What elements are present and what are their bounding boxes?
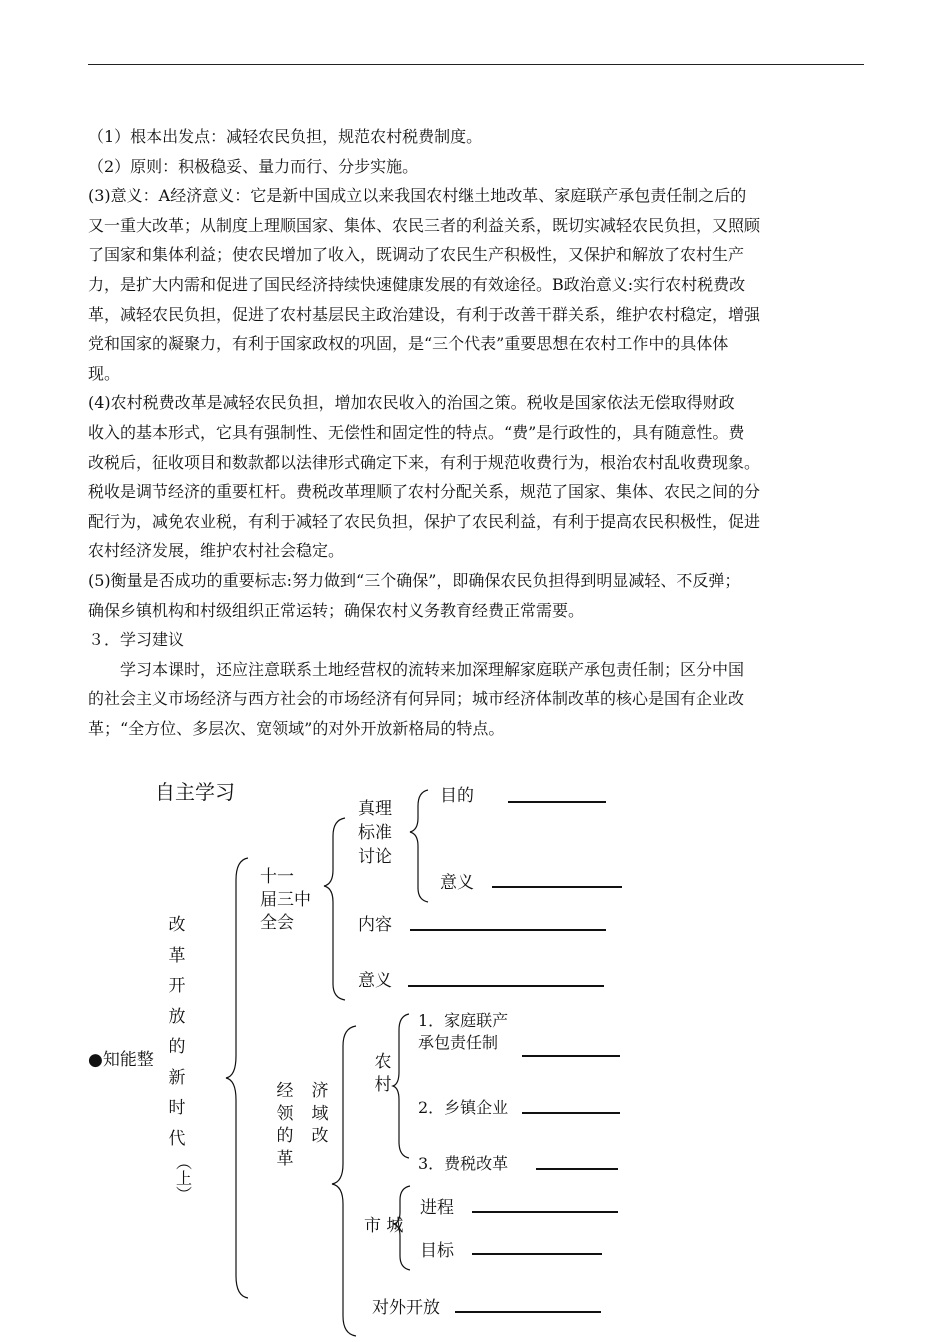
target-label: 目标 [420, 1241, 454, 1261]
meaning-label: 意义 [358, 971, 392, 991]
opening-label: 对外开放 [372, 1298, 440, 1318]
left-label: ●知能整 [88, 1050, 154, 1070]
text-line: 学习本课时，还应注意联系土地经营权的流转来加深理解家庭联产承包责任制；区分中国 [88, 659, 745, 679]
outer-brace [226, 858, 248, 1298]
text-line: 力，是扩大内需和促进了国民经济持续快速健康发展的有效途径。B政治意义:实行农村税费改 [88, 274, 746, 294]
truth-label: 真理 标准 讨论 [358, 799, 392, 867]
text-line: (5)衡量是否成功的重要标志:努力做到“三个确保”，即确保农民负担得到明显减轻、不反弹； [88, 570, 741, 590]
text-line: 革；“全方位、多层次、宽领域”的对外开放新格局的特点。 [88, 718, 505, 738]
text-line: 确保乡镇机构和村级组织正常运转；确保农村义务教育经费正常需要。 [88, 600, 585, 620]
text-line: 收入的基本形式，它具有强制性、无偿性和固定性的特点。“费”是行政性的，具有随意性。费 [88, 422, 745, 442]
econ-label-col2: 济 域 改 [311, 1081, 329, 1146]
text-line: 党和国家的凝聚力，有利于国家政权的巩固，是“三个代表”重要思想在农村工作中的具体体 [88, 334, 729, 354]
text-line: 的社会主义市场经济与西方社会的市场经济有何异同；城市经济体制改革的核心是国有企业改 [88, 689, 745, 709]
text-line: 农村经济发展，维护农村社会稳定。 [88, 541, 345, 561]
econ-label-col1: 经 领 的 革 [276, 1081, 294, 1169]
economic-brace [332, 1026, 356, 1336]
section-heading: ３．学习建议 [88, 630, 185, 650]
text-line: (4)农村税费改革是减轻农民负担，增加农民收入的治国之策。税收是国家依法无偿取得财政 [88, 393, 735, 413]
item-household-contract: 1．家庭联产 承包责任制 [418, 1011, 509, 1052]
content-label: 内容 [358, 915, 392, 935]
plenum-label: 十一 届三中 全会 [260, 867, 311, 933]
truth-brace [410, 790, 428, 902]
text-line: （2）原则：积极稳妥、量力而行、分步实施。 [88, 156, 419, 176]
urban-brace [394, 1186, 410, 1270]
text-line: 税收是调节经济的重要杠杆。费税改革理顺了农村分配关系，规范了国家、集体、农民之间的分 [88, 482, 761, 502]
plenum-brace [324, 818, 345, 1000]
text-line: 了国家和集体利益；使农民增加了收入，既调动了农民生产积极性，又保护和解放了农村生产 [88, 245, 745, 265]
diagram-title: 自主学习 [155, 780, 235, 804]
text-line: (3)意义：A经济意义：它是新中国成立以来我国农村继土地改革、家庭联产承包责任制之后的 [88, 186, 747, 206]
text-line: （1）根本出发点：减轻农民负担，规范农村税费制度。 [88, 127, 483, 146]
text-line: 配行为，减免农业税，有利于减轻了农民负担，保护了农民利益，有利于提高农民积极性，促进 [88, 511, 761, 531]
truth-meaning-label: 意义 [440, 873, 474, 893]
item-tax-reform: 3．费税改革 [418, 1154, 509, 1173]
text-line: 改税后，征收项目和数款都以法律形式确定下来，有利于规范收费行为，根治农村乱收费现象。 [88, 452, 761, 472]
vertical-title: 改 革 开 放 的 新 时 代 （上） [168, 915, 193, 1202]
process-label: 进程 [420, 1198, 454, 1218]
urban-label: 市 城 [364, 1216, 404, 1236]
text-line: 又一重大改革；从制度上理顺国家、集体、农民三者的利益关系，既切实减轻农民负担，又照顾 [88, 215, 761, 235]
rural-label: 农 村 [374, 1052, 392, 1095]
goal-label: 目的 [440, 786, 474, 806]
text-line: 现。 [88, 363, 121, 383]
text-line: 革，减轻农民负担，促进了农村基层民主政治建设，有利于改善干群关系，维护农村稳定，增强 [88, 304, 761, 324]
item-township-enterprise: 2．乡镇企业 [418, 1098, 509, 1117]
rural-brace [393, 1014, 409, 1158]
